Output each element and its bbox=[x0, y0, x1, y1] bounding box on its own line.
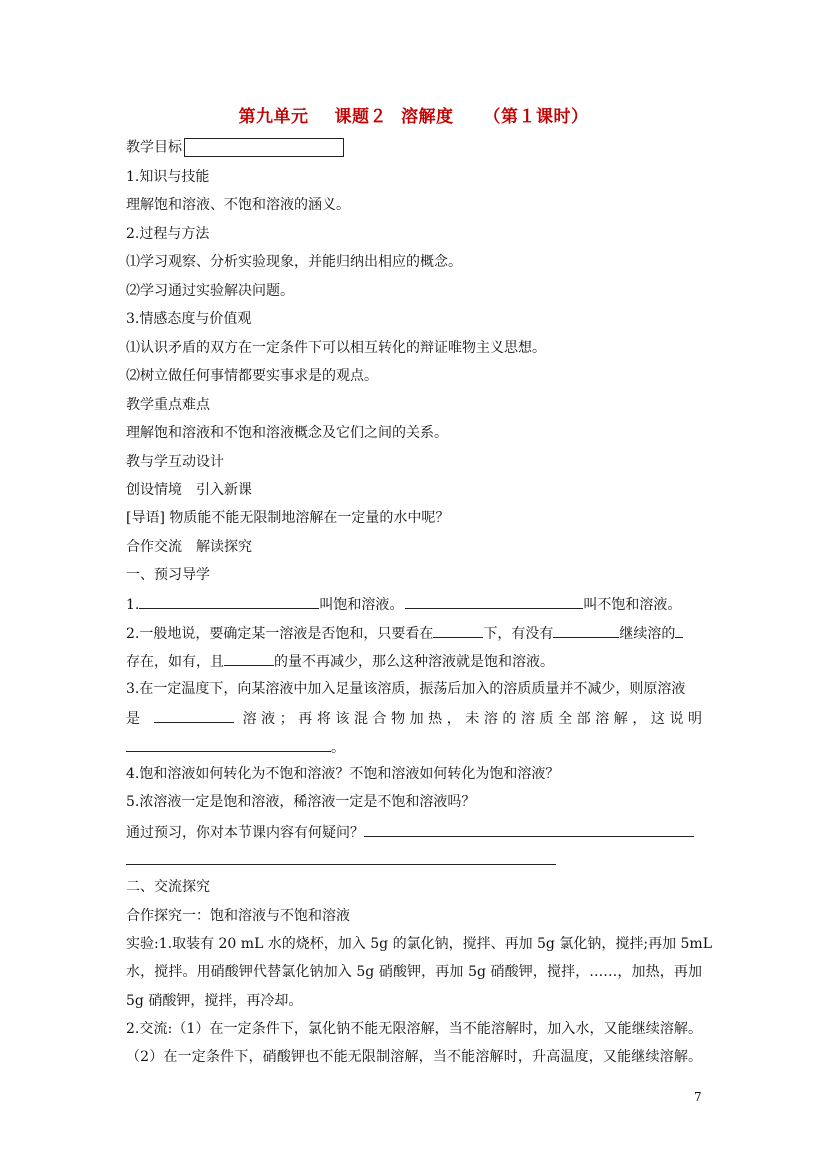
interaction-heading: 教与学互动设计 bbox=[126, 454, 224, 470]
section2-item-1: ⑴学习观察、分析实验现象，并能归纳出相应的概念。 bbox=[126, 254, 462, 270]
section3-item-1: ⑴认识矛盾的双方在一定条件下可以相互转化的辩证唯物主义思想。 bbox=[126, 340, 546, 356]
answer-blank[interactable] bbox=[126, 737, 331, 752]
page-title bbox=[0, 102, 827, 127]
question-prompt: 通过预习，你对本节课内容有何疑问？ bbox=[126, 822, 694, 842]
answer-blank[interactable] bbox=[139, 594, 319, 609]
answer-blank[interactable] bbox=[224, 651, 274, 666]
answer-blank[interactable] bbox=[553, 623, 619, 638]
section1-heading: 1.知识与技能 bbox=[126, 169, 210, 185]
intro-heading: 创设情境 引入新课 bbox=[126, 482, 252, 498]
experiment-line-2: 水，搅拌。用硝酸钾代替氯化钠加入 5g 硝酸钾，再加 5g 硝酸钾，搅拌，……，加热，再加 bbox=[126, 964, 702, 980]
question-1: 1. 叫饱和溶液。 叫不饱和溶液。 bbox=[126, 594, 681, 614]
question-4: 4.饱和溶液如何转化为不饱和溶液？不饱和溶液如何转化为饱和溶液？ bbox=[126, 766, 560, 782]
key-points-heading: 教学重点难点 bbox=[126, 397, 210, 413]
title-lesson: 课题２ bbox=[334, 107, 387, 127]
title-topic: 溶解度 bbox=[401, 107, 454, 127]
answer-blank[interactable] bbox=[433, 623, 483, 638]
title-unit: 第九单元 bbox=[238, 107, 309, 127]
page-number: 7 bbox=[694, 1090, 702, 1104]
cooperation-heading: 合作交流 解读探究 bbox=[126, 539, 252, 555]
question-2-line-1: 2.一般地说，要确定某一溶液是否饱和，只要看在 下，有没有 继续溶的 bbox=[126, 623, 683, 643]
question-3-line-3: 。 bbox=[126, 737, 345, 757]
objectives-box bbox=[184, 138, 344, 157]
experiment-line-1: 实验:1.取装有 20 mL 水的烧杯，加入 5g 的氯化钠，搅拌、再加 5g 氯化钠，搅拌;再加 5mL bbox=[126, 936, 712, 952]
preview-heading: 一、预习导学 bbox=[126, 567, 210, 583]
question-2-line-2: 存在，如有，且 的量不再减少，那么这种溶液就是饱和溶液。 bbox=[126, 651, 554, 671]
answer-blank[interactable] bbox=[675, 623, 683, 638]
section3-item-2: ⑵树立做任何事情都要实事求是的观点。 bbox=[126, 368, 378, 384]
title-session: （第１课时） bbox=[483, 107, 589, 127]
answer-blank[interactable] bbox=[364, 822, 694, 837]
exchange-line-2: （2）在一定条件下，硝酸钾也不能无限制溶解，当不能溶解时，升高温度，又能继续溶解。 bbox=[126, 1049, 702, 1065]
cooperation-1-heading: 合作探究一：饱和溶液与不饱和溶液 bbox=[126, 908, 350, 924]
objectives-heading: 教学目标 bbox=[126, 138, 344, 157]
section2-heading: 2.过程与方法 bbox=[126, 226, 210, 242]
section1-text: 理解饱和溶液、不饱和溶液的涵义。 bbox=[126, 197, 350, 213]
exchange-line-1: 2.交流:（1）在一定条件下，氯化钠不能无限溶解，当不能溶解时，加入水，又能继续溶解。 bbox=[126, 1021, 702, 1037]
question-3-line-1: 3.在一定温度下，向某溶液中加入足量该溶质，振荡后加入的溶质质量并不减少，则原溶液 bbox=[126, 681, 686, 697]
experiment-line-3: 5g 硝酸钾，搅拌，再冷却。 bbox=[126, 993, 303, 1009]
answer-blank[interactable] bbox=[126, 864, 556, 865]
key-points-text: 理解饱和溶液和不饱和溶液概念及它们之间的关系。 bbox=[126, 425, 448, 441]
question-5: 5.浓溶液一定是饱和溶液，稀溶液一定是不饱和溶液吗？ bbox=[126, 794, 476, 810]
answer-blank[interactable] bbox=[154, 708, 234, 723]
section3-heading: 3.情感态度与价值观 bbox=[126, 311, 252, 327]
answer-blank[interactable] bbox=[405, 594, 583, 609]
explore-heading: 二、交流探究 bbox=[126, 879, 210, 895]
guide-text: [导语] 物质能不能无限制地溶解在一定量的水中呢？ bbox=[126, 510, 450, 526]
section2-item-2: ⑵学习通过实验解决问题。 bbox=[126, 283, 294, 299]
question-3-line-2: 是 溶液；再将该混合物加热，未溶的溶质全部溶解，这说明 bbox=[126, 708, 702, 728]
